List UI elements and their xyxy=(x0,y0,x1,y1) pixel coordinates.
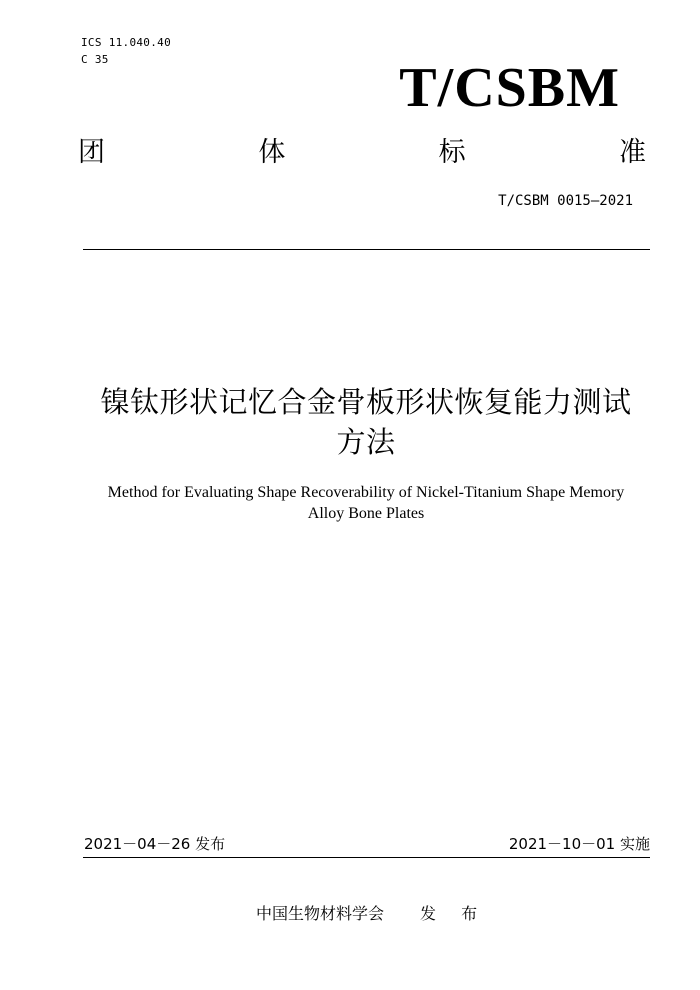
issue-date: 2021－04－26 发布 xyxy=(84,835,226,853)
standard-logo: T/CSBM xyxy=(399,57,620,119)
publisher: 中国生物材料学会 xyxy=(256,904,385,923)
top-divider xyxy=(83,249,650,250)
document-type xyxy=(78,137,646,169)
standard-number: T/CSBM 0015—2021 xyxy=(498,193,633,209)
document-type-char: 体 xyxy=(258,137,286,168)
title-english-line: Alloy Bone Plates xyxy=(307,505,425,522)
document-type-char: 标 xyxy=(438,137,466,168)
ics-code: ICS 11.040.40 xyxy=(81,36,171,49)
title-chinese xyxy=(60,382,672,462)
bottom-divider xyxy=(83,857,650,858)
ccs-code: C 35 xyxy=(81,53,109,66)
document-type-char: 团 xyxy=(78,137,105,168)
title-english xyxy=(60,482,672,524)
publish-label: 发 布 xyxy=(420,904,488,923)
document-type-char: 准 xyxy=(618,137,646,168)
implementation-date: 2021－10－01 实施 xyxy=(508,835,650,853)
title-english-line: Method for Evaluating Shape Recoverability of Nickel-Titanium Shape Memory xyxy=(107,484,625,501)
title-chinese-line: 方法 xyxy=(336,425,396,459)
title-chinese-line: 镍钛形状记忆合金骨板形状恢复能力测试 xyxy=(100,385,632,419)
